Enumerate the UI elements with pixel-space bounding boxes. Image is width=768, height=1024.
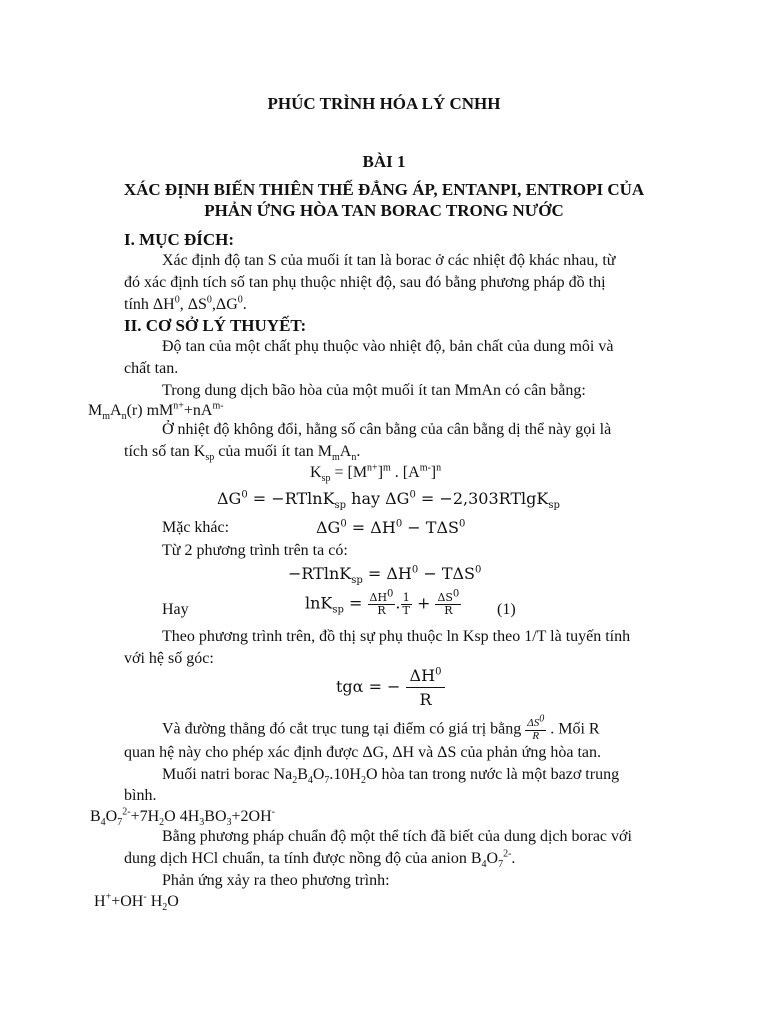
report-title: PHÚC TRÌNH HÓA LÝ CNHH [267,94,501,113]
theory-line-14: dung dịch HCl chuẩn, ta tính được nồng độ của anion $B_4O_7^{2-}$. [124,848,516,871]
heading-line-2: PHẢN ỨNG HÒA TAN BORAC TRONG NƯỚC [204,201,564,220]
gibbs-ksp-equation: $\Delta G^0 = -RTlnK_{sp}$ hay $\Delta G^0 = -2,303RTlgK_{sp}$ [217,489,560,512]
theory-line-4: Ở nhiệt độ không đổi, hằng số cân bằng của cân bằng dị thể này gọi là [162,421,612,438]
label-on-the-other-hand: Mặc khác: [162,519,230,536]
theory-line-9: Và đường thẳng đó cắt trục tung tại điểm có giá trị bằng $\frac{\Delta S^0}{R}$ . Mối R [162,713,600,742]
theory-line-1: Độ tan của một chất phụ thuộc vào nhiệt độ, bản chất của dung môi và [162,338,614,355]
ksp-expression: $K_{sp} = [M^{n+}]^m$ . $[A^{m-}]^n$ [310,462,442,485]
borax-hydrolysis-equation: $B_4O_7^{2-}+7H_2O$ $4H_3BO_3+2OH^-$ [90,806,275,829]
section-heading-theory: II. CƠ SỞ LÝ THUYẾT: [124,316,307,335]
lesson-number: BÀI 1 [362,152,406,171]
theory-line-6: Từ 2 phương trình trên ta có: [162,542,348,559]
theory-line-2: chất tan. [124,360,179,377]
section-heading-purpose: I. MỤC ĐÍCH: [124,230,235,249]
theory-line-5: tích số $\tan K_{sp}$ của muối ít $\tan M_mA_n$. [124,443,361,464]
slope-equation: tgα = − $\frac{\Delta H^0}{R}$ [336,666,445,709]
gibbs-helmholtz-equation: $\Delta G^0 = \Delta H^0 - T\Delta S^0$ [316,518,466,537]
purpose-line-1: Xác định độ tan S của muối ít tan là borac ở các nhiệt độ khác nhau, từ [162,252,616,269]
equation-number: (1) [497,601,516,618]
purpose-line-3: tính $\Delta H^0$, $\Delta S^0,\Delta G^0$. [124,294,247,313]
theory-line-3: Trong dung dịch bão hòa của một muối ít tan MmAn có cân bằng: [162,382,586,399]
van-t-hoff-equation: lnK$_{sp}$ = $\frac{\Delta H^0}{R}$ . $\frac{1}{T}$ + $\frac{\Delta S^0}{R}$ [305,588,460,617]
theory-line-7: Theo phương trình trên, đồ thị sự phụ thuộc ln Ksp theo 1/T là tuyến tính [162,628,631,645]
theory-line-8: với hệ số góc: [124,650,214,667]
theory-line-15: Phản ứng xảy ra theo phương trình: [162,872,390,889]
label-hay: Hay [162,601,189,618]
theory-line-12: bình. [124,787,157,804]
heading-line-1: XÁC ĐỊNH BIẾN THIÊN THẾ ĐẲNG ÁP, ENTANPI, ENTROPI CỦA [123,180,645,199]
theory-line-10: quan hệ này cho phép xác định được ΔG, ΔH và ΔS của phản ứng hòa tan. [124,744,601,761]
theory-line-13: Bằng phương pháp chuẩn độ một thể tích đã biết của dung dịch borac với [162,828,632,845]
neutralization-equation: H++OH- $H_2O$ [94,891,179,914]
combined-equation: $-RTlnK_{sp} = \Delta H^0 - T\Delta S^0$ [288,564,482,587]
equilibrium-equation: $M_mA_n(r)$ $mM^{n+}+nA^{m-}$ [88,400,224,423]
purpose-line-2: đó xác định tích số tan phụ thuộc nhiệt độ, sau đó bằng phương pháp đồ thị [124,274,606,291]
theory-line-11: Muối natri borac $Na_2B_4O_7.10H_2O$ hòa tan trong nước là một bazơ trung [162,766,620,787]
